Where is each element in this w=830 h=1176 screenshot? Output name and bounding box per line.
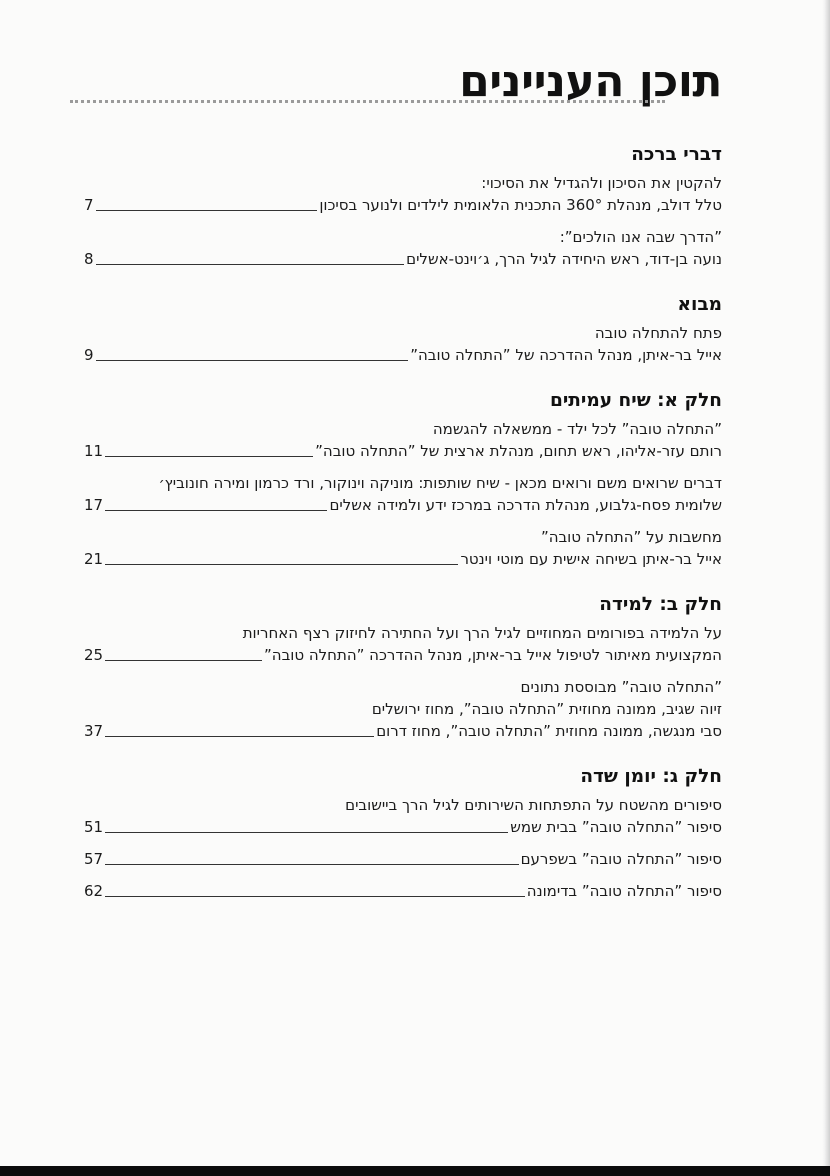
page-number: 51	[84, 818, 104, 836]
entry-title-line: מחשבות על ”התחלה טובה”	[540, 528, 722, 546]
entry-author-line: אייל בר-איתן בשיחה אישית עם מוטי וינטר	[460, 550, 722, 568]
entry-page-line	[84, 344, 722, 366]
toc-entry[interactable]	[84, 676, 722, 742]
toc-section	[84, 290, 722, 366]
entry-author-line: סבי מנגשה, ממונה מחוזית ”התחלה טובה”, מחוז דרום	[376, 722, 722, 740]
dot-leader	[105, 831, 508, 833]
page-number: 11	[84, 442, 104, 460]
page-number: 25	[84, 646, 104, 664]
dot-leader	[105, 895, 525, 897]
entry-author-line: אייל בר-איתן, מנהל ההדרכה של ”התחלה טובה”	[410, 346, 722, 364]
entry-author-line: נועה בן-דוד, ראש היחידה לגיל הרך, ג׳וינט-אשלים	[406, 250, 722, 268]
entry-title-line: סיפורים מהשטח על התפתחות השירותים לגיל הרך ביישובים	[345, 796, 722, 814]
dot-leader	[105, 735, 374, 737]
entry-page-line	[84, 440, 722, 462]
entry-page-line	[84, 816, 722, 838]
page-number: 17	[84, 496, 104, 514]
toc-section	[84, 590, 722, 742]
scan-edge-bottom	[0, 1166, 830, 1176]
entry-author-line: המקצועית מאיתור לטיפול אייל בר-איתן, מנהל ההדרכה ”התחלה טובה”	[264, 646, 722, 664]
toc-section	[84, 762, 722, 902]
section-heading: חלק ג: יומן שדה	[580, 766, 722, 787]
toc-entry[interactable]	[84, 526, 722, 570]
page-number: 21	[84, 550, 104, 568]
dot-leader	[96, 263, 405, 265]
table-of-contents	[84, 140, 722, 922]
entry-page-line	[84, 494, 722, 516]
entry-page-line	[84, 194, 722, 216]
toc-entry[interactable]	[84, 322, 722, 366]
toc-entry[interactable]	[84, 794, 722, 838]
entry-title-line: פתח להתחלה טובה	[594, 324, 722, 342]
toc-entry[interactable]	[84, 622, 722, 666]
dot-leader	[105, 509, 327, 511]
entry-page-line	[84, 848, 722, 870]
toc-entry[interactable]	[84, 848, 722, 870]
entry-page-line	[84, 644, 722, 666]
entry-page-line	[84, 248, 722, 270]
section-heading: חלק א: שיח עמיתים	[549, 390, 722, 411]
entry-author-line: סיפור ”התחלה טובה” בשפרעם	[520, 850, 722, 868]
page-number: 37	[84, 722, 104, 740]
toc-page	[84, 0, 722, 1160]
dot-leader	[105, 455, 313, 457]
dot-leader	[96, 209, 318, 211]
page-title: תוכן העניינים	[459, 56, 722, 107]
entry-title-line: זיוה שגיב, ממונה מחוזית ”התחלה טובה”, מחוז ירושלים	[371, 700, 722, 718]
entry-author-line: סיפור ”התחלה טובה” בדימונה	[526, 882, 722, 900]
toc-section	[84, 140, 722, 270]
entry-title-line: ”הדרך שבה אנו הולכים”:	[559, 228, 722, 246]
entry-author-line: טלל דולב, מנהלת 360° התכנית הלאומית לילדים ולנוער בסיכון	[319, 196, 722, 214]
entry-title-line: ”התחלה טובה” מבוססת נתונים	[520, 678, 722, 696]
dot-leader	[105, 563, 458, 565]
entry-title-line: ”התחלה טובה” לכל ילד - ממשאלה להגשמה	[432, 420, 722, 438]
dot-leader	[105, 863, 519, 865]
page-number: 62	[84, 882, 104, 900]
toc-entry[interactable]	[84, 226, 722, 270]
section-heading: דברי ברכה	[631, 144, 722, 165]
page-number: 9	[84, 346, 94, 364]
entry-page-line	[84, 548, 722, 570]
entry-page-line	[84, 720, 722, 742]
entry-title-line: על הלמידה בפורומים המחוזיים לגיל הרך ועל החתירה לחיזוק רצף האחריות	[242, 624, 722, 642]
toc-entry[interactable]	[84, 880, 722, 902]
page-number: 7	[84, 196, 94, 214]
page-number: 57	[84, 850, 104, 868]
page-number: 8	[84, 250, 94, 268]
title-divider	[70, 100, 665, 103]
scan-edge-right	[822, 0, 830, 1176]
section-heading: מבוא	[677, 294, 722, 315]
dot-leader	[105, 659, 262, 661]
entry-page-line	[84, 880, 722, 902]
toc-entry[interactable]	[84, 172, 722, 216]
entry-author-line: רותם עזר-אליהו, ראש תחום, מנהלת ארצית של ”התחלה טובה”	[315, 442, 722, 460]
toc-section	[84, 386, 722, 570]
section-heading: חלק ב: למידה	[599, 594, 722, 615]
toc-entry[interactable]	[84, 472, 722, 516]
toc-entry[interactable]	[84, 418, 722, 462]
entry-title-line: להקטין את הסיכון ולהגדיל את הסיכוי:	[481, 174, 722, 192]
title-row	[0, 52, 722, 112]
dot-leader	[96, 359, 409, 361]
entry-author-line: שלומית פסח-גלבוע, מנהלת הדרכה במרכז ידע ולמידה אשלים	[329, 496, 722, 514]
entry-author-line: סיפור ”התחלה טובה” בבית שמש	[510, 818, 722, 836]
entry-title-line: דברים שרואים משם ורואים מכאן - שיח שותפות: מוניקה וינוקור, ורד כרמון ומירה חונוביץ׳	[158, 474, 722, 492]
